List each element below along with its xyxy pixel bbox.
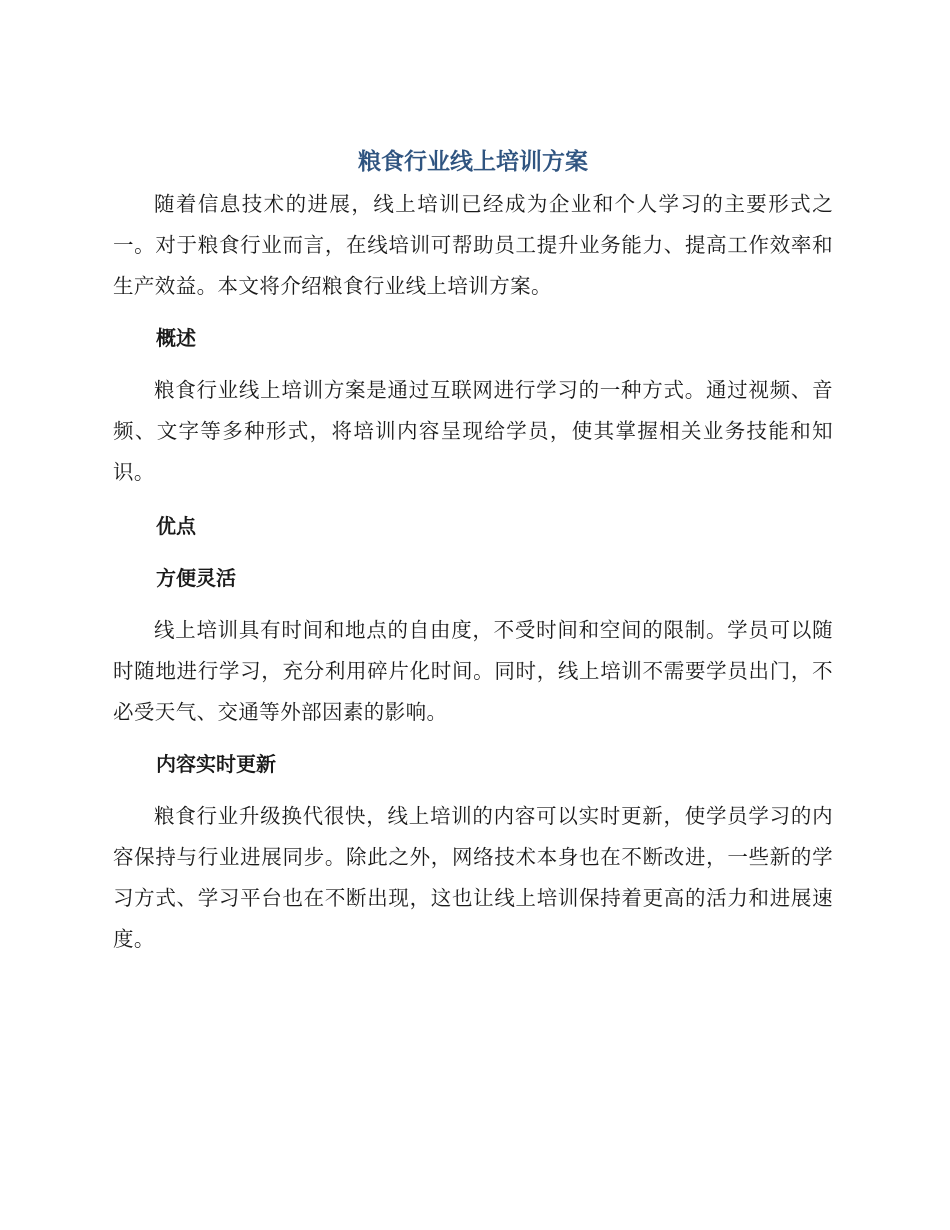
section-body-overview: 粮食行业线上培训方案是通过互联网进行学习的一种方式。通过视频、音频、文字等多种形式，将培训内容呈现给学员，使其掌握相关业务技能和知识。 — [113, 378, 833, 484]
intro-paragraph: 随着信息技术的进展，线上培训已经成为企业和个人学习的主要形式之一。对于粮食行业而言，在线培训可帮助员工提升业务能力、提高工作效率和生产效益。本文将介绍粮食行业线上培训方案。 — [113, 192, 833, 298]
document-title: 粮食行业线上培训方案 — [358, 149, 588, 175]
section-body-flexible: 线上培训具有时间和地点的自由度，不受时间和空间的限制。学员可以随时随地进行学习，充分利用碎片化时间。同时，线上培训不需要学员出门，不必受天气、交通等外部因素的影响。 — [113, 618, 833, 724]
spacer — [113, 733, 833, 744]
section-heading-flexible: 方便灵活 — [156, 566, 236, 590]
spacer — [113, 785, 833, 796]
section-body-realtime-updates: 粮食行业升级换代很快，线上培训的内容可以实时更新，使学员学习的内容保持与行业进展同步。除此之外，网络技术本身也在不断改进，一些新的学习方式、学习平台也在不断出现，这也让线上培训保持着更高的活力和进展速度。 — [113, 804, 833, 951]
spacer — [113, 307, 833, 318]
spacer — [113, 493, 833, 506]
spacer — [113, 547, 833, 558]
spacer — [113, 599, 833, 610]
spacer — [113, 359, 833, 370]
document-content — [113, 140, 833, 960]
section-heading-advantages: 优点 — [156, 514, 196, 538]
section-heading-overview: 概述 — [156, 326, 196, 350]
section-heading-realtime-updates: 内容实时更新 — [156, 752, 276, 776]
